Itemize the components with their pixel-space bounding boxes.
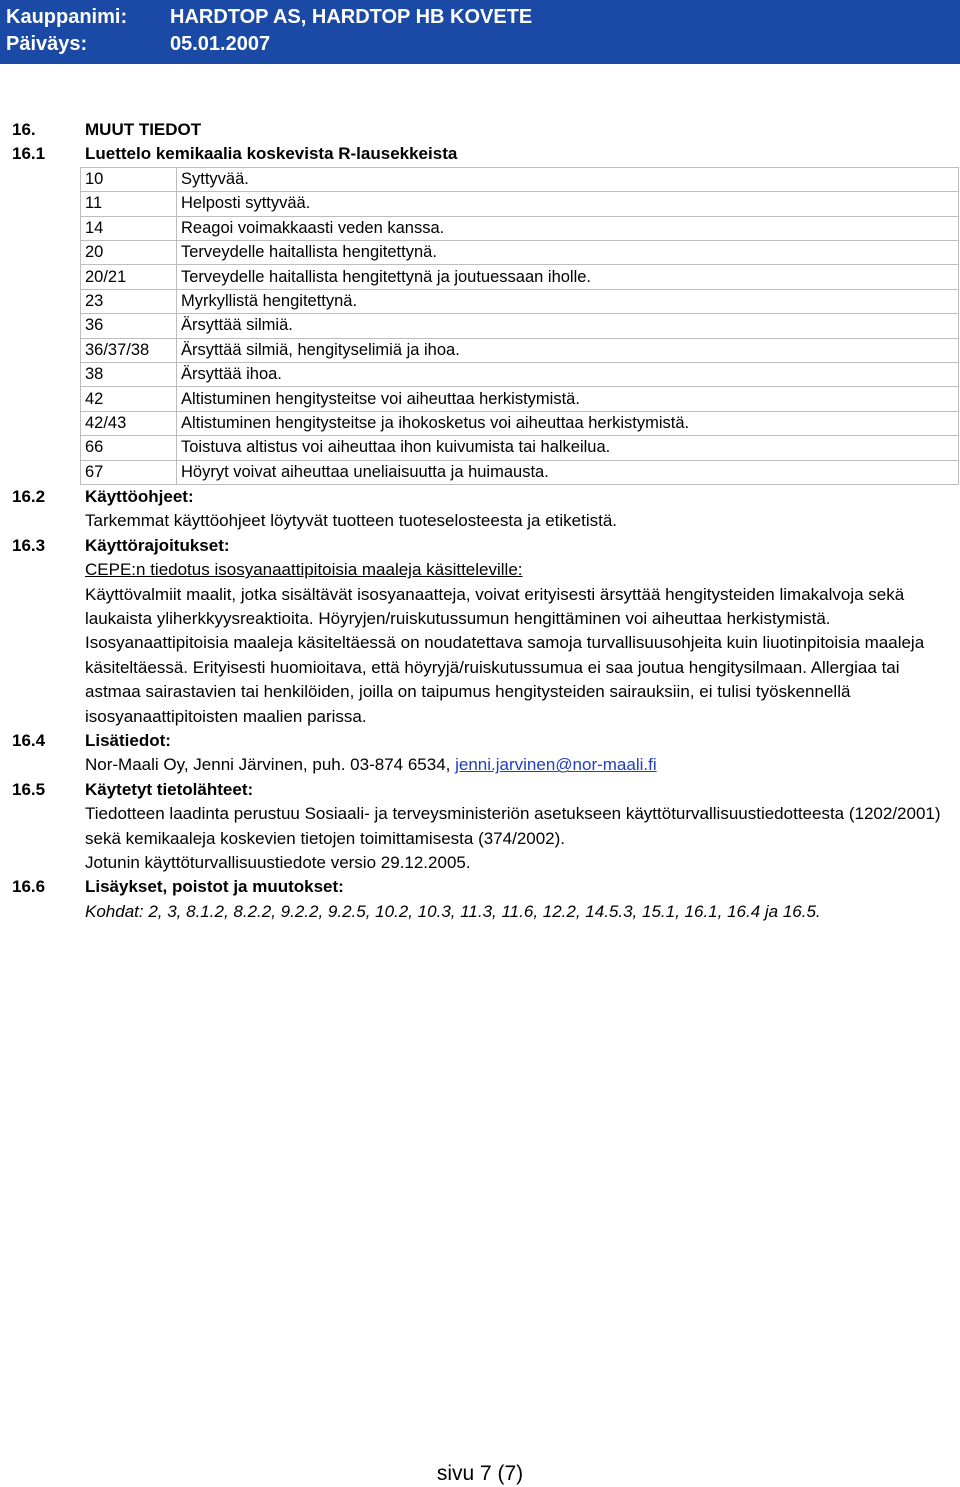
- section-16-5-heading: [0, 778, 960, 802]
- contact-text: Nor-Maali Oy, Jenni Järvinen, puh. 03-874 6534,: [85, 755, 456, 775]
- page-number: sivu 7 (7): [436, 1462, 524, 1485]
- table-row: [81, 460, 959, 484]
- changes-text: Kohdat: 2, 3, 8.1.2, 8.2.2, 9.2.2, 9.2.5, 10.2, 10.3, 11.3, 11.6, 12.2, 14.5.3, 15.1, 16.1, 16.4 ja 16.5.: [85, 901, 821, 921]
- table-row: [81, 362, 959, 386]
- table-row: [81, 436, 959, 460]
- r-phrase-table-body: [81, 167, 959, 484]
- table-row: [81, 240, 959, 264]
- document-content: [0, 118, 960, 924]
- section-title: Käyttöohjeet:: [85, 486, 194, 506]
- section-number: 16.6: [12, 877, 46, 897]
- email-link[interactable]: jenni.jarvinen@nor-maali.fi: [455, 755, 657, 775]
- section-title: Luettelo kemikaalia koskevista R-lausekkeista: [85, 144, 458, 164]
- sources-paragraph-1: Tiedotteen laadinta perustuu Sosiaali- ja terveysministeriön asetukseen käyttöturvallisuustiedotteesta (1202/2001) sekä kemikaaleja koskevien tietojen toimittamisesta (374/2002).: [85, 804, 941, 848]
- date-value: 05.01.2007: [170, 33, 271, 55]
- r-phrase-text: Helposti syttyvää.: [177, 192, 959, 216]
- section-title: Käyttörajoitukset:: [85, 535, 230, 555]
- r-phrase-text: Syttyvää.: [177, 167, 959, 191]
- trade-name-label: Kauppanimi:: [6, 6, 128, 28]
- r-phrase-text: Toistuva altistus voi aiheuttaa ihon kuivumista tai halkeilua.: [177, 436, 959, 460]
- table-row: [81, 216, 959, 240]
- r-phrase-text: Terveydelle haitallista hengitettynä.: [177, 240, 959, 264]
- date-row: [6, 31, 270, 57]
- table-row: [81, 167, 959, 191]
- section-16-4-heading: [0, 729, 960, 753]
- r-phrase-text: Höyryt voivat aiheuttaa uneliaisuutta ja huimausta.: [177, 460, 959, 484]
- section-number: 16.5: [12, 779, 46, 799]
- r-phrase-text: Ärsyttää silmiä.: [177, 314, 959, 338]
- r-phrase-code: 42/43: [81, 411, 177, 435]
- table-row: [81, 314, 959, 338]
- r-phrase-code: 10: [81, 167, 177, 191]
- trade-name-value: HARDTOP AS, HARDTOP HB KOVETE: [170, 6, 533, 28]
- document-header: [0, 0, 960, 64]
- restrictions-paragraph-2: Isosyanaattipitoisia maaleja käsiteltäessä on noudatettava samoja turvallisuusohjeita kuin liuotinpitoisia maaleja käsiteltäessä. Erityisesti huomioitava, että höyryjä/ruiskutussumua ei saa joutua hengitysilmaan. Allergiaa tai astmaa sairastavien tai henkilöiden, joilla on taipumus hengitysteiden sairauksiin, ei tulisi työskennellä isosyanaattipitoisten maalien parissa.: [85, 633, 925, 726]
- section-16-3-heading: [0, 534, 960, 558]
- r-phrase-code: 11: [81, 192, 177, 216]
- contact-info: [0, 753, 960, 777]
- table-row: [81, 192, 959, 216]
- table-row: [81, 411, 959, 435]
- section-16-1-heading: [0, 142, 960, 166]
- r-phrase-text: Altistuminen hengitysteitse voi aiheuttaa herkistymistä.: [177, 387, 959, 411]
- section-title: Lisäykset, poistot ja muutokset:: [85, 877, 344, 897]
- section-16-2-heading: [0, 485, 960, 509]
- table-row: [81, 387, 959, 411]
- section-number: 16.3: [12, 535, 46, 555]
- section-title: Käytetyt tietolähteet:: [85, 779, 254, 799]
- r-phrase-code: 38: [81, 362, 177, 386]
- r-phrase-code: 66: [81, 436, 177, 460]
- sources-paragraph-2: Jotunin käyttöturvallisuustiedote versio 29.12.2005.: [85, 852, 471, 872]
- section-title: Lisätiedot:: [85, 730, 171, 750]
- r-phrase-text: Terveydelle haitallista hengitettynä ja joutuessaan iholle.: [177, 265, 959, 289]
- r-phrase-code: 20/21: [81, 265, 177, 289]
- r-phrase-code: 36: [81, 314, 177, 338]
- r-phrase-table: [80, 167, 959, 485]
- r-phrase-code: 42: [81, 387, 177, 411]
- restrictions-paragraph-1: Käyttövalmiit maalit, jotka sisältävät isosyanaatteja, voivat erityisesti ärsyttää hengitysteiden limakalvoja sekä laukaista yliherkkyysreaktioita. Höyryjen/ruiskutussumun hengittäminen voi aiheuttaa herkistymistä.: [85, 584, 905, 628]
- r-phrase-text: Reagoi voimakkaasti veden kanssa.: [177, 216, 959, 240]
- table-row: [81, 265, 959, 289]
- date-label: Päiväys:: [6, 33, 88, 55]
- r-phrase-code: 14: [81, 216, 177, 240]
- section-title: MUUT TIEDOT: [85, 120, 202, 139]
- table-row: [81, 338, 959, 362]
- r-phrase-code: 36/37/38: [81, 338, 177, 362]
- r-phrase-code: 67: [81, 460, 177, 484]
- r-phrase-text: Myrkyllistä hengitettynä.: [177, 289, 959, 313]
- r-phrase-code: 23: [81, 289, 177, 313]
- section-number: 16.2: [12, 486, 46, 506]
- r-phrase-code: 20: [81, 240, 177, 264]
- section-16-6-heading: [0, 875, 960, 899]
- cepe-notice-heading: CEPE:n tiedotus isosyanaattipitoisia maaleja käsitteleville:: [85, 560, 523, 580]
- section-number: 16.: [12, 120, 36, 139]
- r-phrase-text: Ärsyttää ihoa.: [177, 362, 959, 386]
- r-phrase-text: Ärsyttää silmiä, hengityselimiä ja ihoa.: [177, 338, 959, 362]
- r-phrase-text: Altistuminen hengitysteitse ja ihokosketus voi aiheuttaa herkistymistä.: [177, 411, 959, 435]
- usage-instructions-text: Tarkemmat käyttöohjeet löytyvät tuotteen tuoteselosteesta ja etiketistä.: [85, 511, 618, 531]
- section-16-heading: [0, 118, 960, 142]
- table-row: [81, 289, 959, 313]
- trade-name-row: [6, 4, 532, 30]
- section-number: 16.4: [12, 730, 46, 750]
- section-number: 16.1: [12, 144, 46, 164]
